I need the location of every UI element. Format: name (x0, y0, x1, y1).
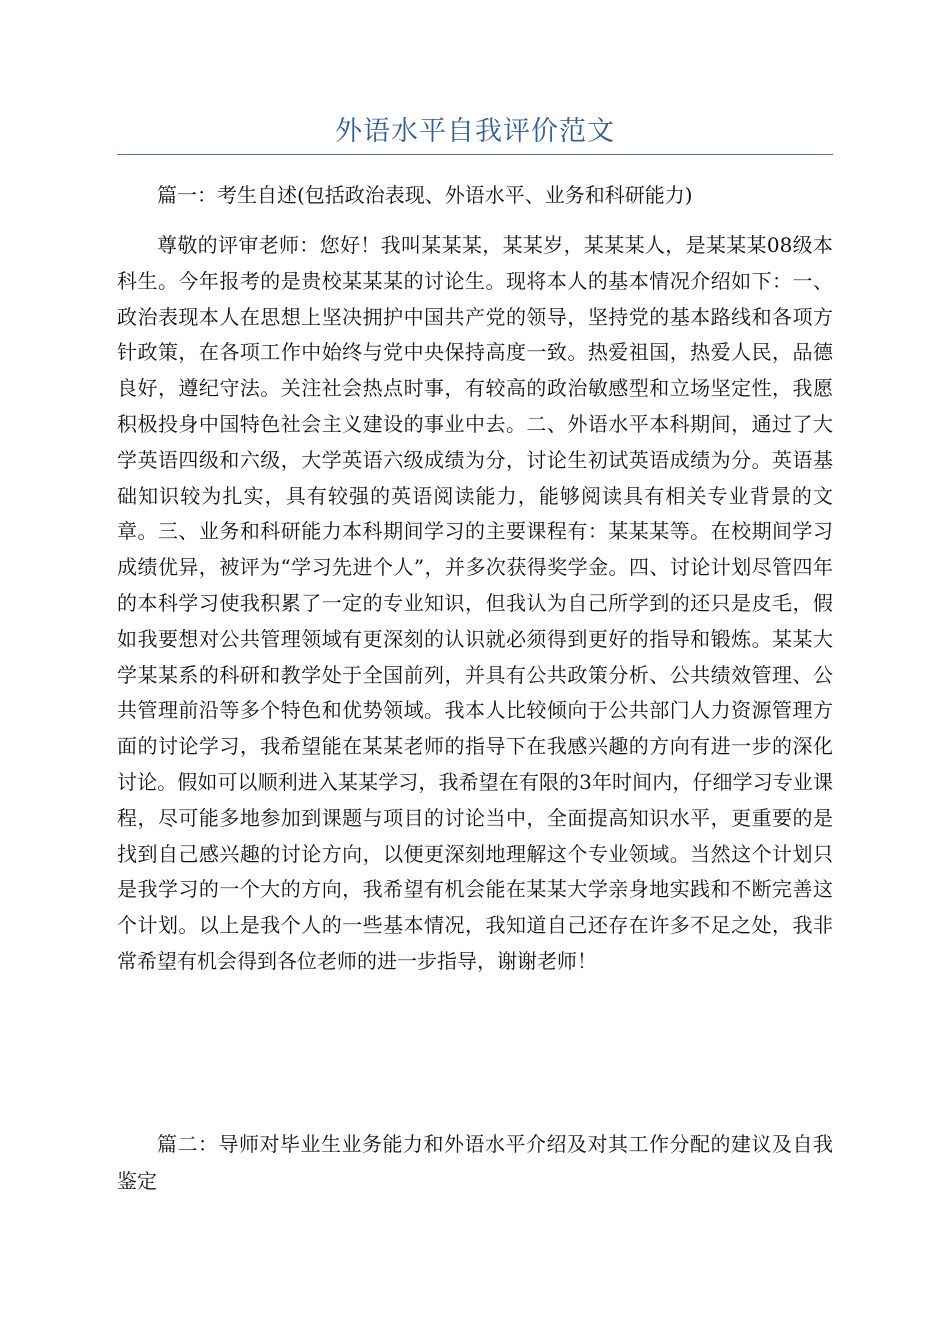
document-title: 外语水平自我评价范文 (335, 116, 615, 147)
body-paragraph: 尊敬的评审老师：您好！我叫某某某，某某岁，某某某人，是某某某08级本科生。今年报考的是贵校某某某的讨论生。现将本人的基本情况介绍如下：一、政治表现本人在思想上坚决拥护中国共产党的领导，坚持党的基本路线和各项方针政策，在各项工作中始终与党中央保持高度一致。热爱祖国，热爱人民，品德良好，遵纪守法。关注社会热点时事，有较高的政治敏感型和立场坚定性，我愿积极投身中国特色社会主义建设的事业中去。二、外语水平本科期间，通过了大学英语四级和六级，大学英语六级成绩为分，讨论生初试英语成绩为分。英语基础知识较为扎实，具有较强的英语阅读能力，能够阅读具有相关专业背景的文章。三、业务和科研能力本科期间学习的主要课程有：某某某等。在校期间学习成绩优异，被评为“学习先进个人”，并多次获得奖学金。四、讨论计划尽管四年的本科学习使我积累了一定的专业知识，但我认为自己所学到的还只是皮毛，假如我要想对公共管理领域有更深刻的认识就必须得到更好的指导和锻炼。某某大学某某系的科研和教学处于全国前列，并具有公共政策分析、公共绩效管理、公共管理前沿等多个特色和优势领域。我本人比较倾向于公共部门人力资源管理方面的讨论学习，我希望能在某某老师的指导下在我感兴趣的方向有进一步的深化讨论。假如可以顺利进入某某学习，我希望在有限的3年时间内，仔细学习专业课程，尽可能多地参加到课题与项目的讨论当中，全面提高知识水平，更重要的是找到自己感兴趣的讨论方向，以便更深刻地理解这个专业领域。当然这个计划只是我学习的一个大的方向，我希望有机会能在某某大学亲身地实践和不断完善这个计划。以上是我个人的一些基本情况，我知道自己还存在许多不足之处，我非常希望有机会得到各位老师的进一步指导，谢谢老师！ (117, 233, 833, 973)
section-heading-two: 篇二：导师对毕业生业务能力和外语水平介绍及对其工作分配的建议及自我鉴定 (117, 1132, 833, 1193)
title-underline (117, 154, 833, 155)
section-heading-one: 篇一：考生自述(包括政治表现、外语水平、业务和科研能力) (157, 183, 693, 207)
